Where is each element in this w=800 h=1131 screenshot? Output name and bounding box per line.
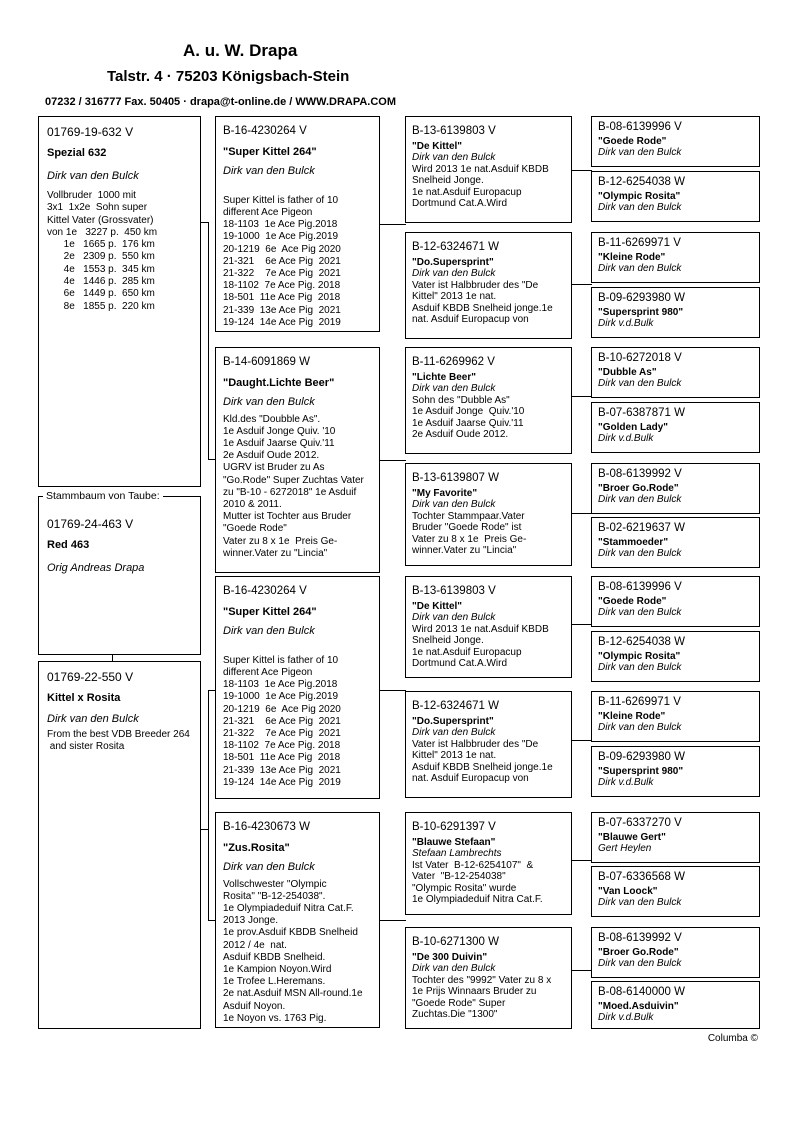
pigeon-name: Kittel x Rosita [47,692,121,704]
ring-number: B-12-6324671 W [412,700,499,712]
breeder-name: Dirk van den Bulck [412,611,496,623]
pigeon-name: "Kleine Rode" [598,251,666,263]
grandparent-card[interactable] [405,232,572,339]
grandparent-card[interactable] [405,463,572,566]
great-grandparent-card[interactable] [591,691,760,742]
ring-number: B-13-6139803 V [412,125,496,137]
connector-line [208,690,209,920]
sire-card[interactable] [215,576,380,799]
breeder-name: Dirk v.d.Bulk [598,317,654,329]
breeder-name: Dirk van den Bulck [223,395,315,408]
ring-number: B-16-4230264 V [223,125,307,137]
ring-number: B-11-6269962 V [412,356,495,368]
pigeon-notes: Sohn des "Dubble As" 1e Asduif Jonge Quiv.'10 1e Asduif Jaarse Quiv.'11 2e Asduif Oude 2012. [412,394,525,441]
ring-number: 01769-22-550 V [47,670,134,684]
great-grandparent-card[interactable] [591,402,760,453]
pigeon-name: "Do.Supersprint" [412,256,494,268]
breeder-name: Dirk van den Bulck [412,726,496,738]
pigeon-notes: Wird 2013 1e nat.Asduif KBDB Snelheid Jonge. 1e nat.Asduif Europacup Dortmund Cat.A.Wird [412,623,549,670]
grandparent-card[interactable] [405,116,572,223]
ring-number: B-02-6219637 W [598,522,685,534]
breeder-name: Orig Andreas Drapa [47,562,145,574]
breeder-name: Dirk van den Bulck [223,164,315,177]
ring-number: B-13-6139807 W [412,472,499,484]
pigeon-notes: Kld.des "Doubble As". 1e Asduif Jonge Quiv. '10 1e Asduif Jaarse Quiv.'11 2e Asduif Oude 2012. UGRV ist Bruder zu As "Go.Rode" Super Zuchtas Vater zu "B-10 - 6272018" 1e Asduif 2010 & 2011. Mutter ist Tochter aus Bruder "Goede Rode" Vater zu 8 x 1e Preis Ge- winner.Vater zu "Lincia" [223,413,364,559]
pigeon-name: "De 300 Duivin" [412,951,488,963]
grandparent-card[interactable] [405,927,572,1029]
connector-line [571,170,592,171]
ring-number: B-10-6291397 V [412,821,496,833]
connector-line [571,970,592,971]
pigeon-name: "Olympic Rosita" [598,650,681,662]
pigeon-name: "Blauwe Gert" [598,831,666,843]
grandparent-card[interactable] [405,347,572,454]
pigeon-name: "Dubble As" [598,366,657,378]
pigeon-name: "Goede Rode" [598,135,667,147]
stammbaum-label: Stammbaum von Taube: [43,490,163,502]
owner-address: Talstr. 4 · 75203 Königsbach-Stein [107,68,350,85]
ring-number: B-09-6293980 W [598,751,685,763]
connector-line [571,740,592,741]
pigeon-notes: Tochter des "9992" Vater zu 8 x 1e Prijs Winnaars Bruder zu "Goede Rode" Super Zuchtas.Die "1300" [412,974,552,1021]
great-grandparent-card[interactable] [591,347,760,398]
breeder-name: Dirk van den Bulck [412,267,496,279]
pigeon-name: "Kleine Rode" [598,710,666,722]
ring-number: B-10-6271300 W [412,936,499,948]
ring-number: B-09-6293980 W [598,292,685,304]
grandparent-card[interactable] [405,812,572,915]
owner-contact: 07232 / 316777 Fax. 50405 · drapa@t-online.de / WWW.DRAPA.COM [45,96,397,108]
pigeon-name: "Lichte Beer" [412,371,476,383]
breeder-name: Dirk van den Bulck [598,493,682,505]
footer-credit: Columba © [707,1033,758,1044]
pigeon-name: "Zus.Rosita" [223,841,290,854]
breeder-name: Dirk van den Bulck [598,201,682,213]
breeder-name: Dirk van den Bulck [598,262,682,274]
breeder-name: Dirk v.d.Bulk [598,776,654,788]
ring-number: B-14-6091869 W [223,356,310,368]
breeder-name: Stefaan Lambrechts [412,847,502,859]
breeder-name: Dirk van den Bulck [598,661,682,673]
great-grandparent-card[interactable] [591,746,760,797]
pigeon-notes: Vater ist Halbbruder des "De Kittel" 2013 1e nat. Asduif KBDB Snelheid jonge.1e nat. Asduif Europacup von [412,279,553,326]
great-grandparent-card[interactable] [591,981,760,1029]
pigeon-notes: Vollschwester "Olympic Rosita" "B-12-254038". 1e Olympiadeduif Nitra Cat.F. 2013 Jonge. 1e prov.Asduif KBDB Snelheid 2012 / 4e nat. Asduif KBDB Snelheid. 1e Kampion Noyon.Wird 1e Trofee L.Heremans. 2e nat.Asduif MSN All-round.1e Asduif Noyon. 1e Noyon vs. 1763 Pig. [223,878,363,1024]
ring-number: 01769-19-632 V [47,125,134,139]
pigeon-name: "Van Loock" [598,885,658,897]
breeder-name: Dirk van den Bulck [598,547,682,559]
ring-number: B-08-6139996 V [598,121,682,133]
pigeon-notes: From the best VDB Breeder 264 and sister Rosita [47,729,190,753]
ring-number: B-08-6139992 V [598,468,682,480]
great-grandparent-card[interactable] [591,171,760,222]
pigeon-name: "Supersprint 980" [598,765,684,777]
connector-line [571,513,592,514]
breeder-name: Dirk van den Bulck [598,957,682,969]
pigeon-name: "Do.Supersprint" [412,715,494,727]
connector-line [208,222,209,459]
great-grandparent-card[interactable] [591,463,760,514]
ring-number: B-08-6140000 W [598,986,685,998]
ring-number: B-07-6337270 V [598,817,682,829]
great-grandparent-card[interactable] [591,576,760,627]
ring-number: B-07-6336568 W [598,871,685,883]
breeder-name: Dirk van den Bulck [412,151,496,163]
breeder-name: Dirk v.d.Bulk [598,1011,654,1023]
great-grandparent-card[interactable] [591,116,760,167]
pigeon-name: "Moed.Asduivin" [598,1000,679,1012]
grandparent-card[interactable] [405,576,572,678]
connector-line [571,860,592,861]
pigeon-name: Red 463 [47,539,90,551]
dam-card[interactable] [215,347,380,573]
connector-line [379,690,406,691]
great-grandparent-card[interactable] [591,631,760,682]
pigeon-notes: Ist Vater B-12-6254107" & Vater "B-12-254038" "Olympic Rosita" wurde 1e Olympiadeduif Nitra Cat.F. [412,859,543,906]
pigeon-name: "Blauwe Stefaan" [412,836,496,848]
pigeon-notes: Super Kittel is father of 10 different Ace Pigeon 18-1103 1e Ace Pig.2018 19-1000 1e Ace Pig.2019 20-1219 6e Ace Pig 2020 21-321 6e Ace Pig 2021 21-322 7e Ace Pig 2021 18-1102 7e Ace Pig. 2018 18-501 11e Ace Pig 2018 21-339 13e Ace Pig 2021 19-124 14e Ace Pig 2019 [223,654,341,788]
pigeon-name: "De Kittel" [412,140,463,152]
connector-line [571,396,592,397]
pigeon-name: "My Favorite" [412,487,478,499]
great-grandparent-card[interactable] [591,812,760,863]
ring-number: B-07-6387871 W [598,407,685,419]
breeder-name: Dirk van den Bulck [598,377,682,389]
connector-line [379,224,406,225]
grandparent-card[interactable] [405,691,572,798]
pigeon-name: "Olympic Rosita" [598,190,681,202]
breeder-name: Dirk van den Bulck [598,606,682,618]
breeder-name: Dirk van den Bulck [598,721,682,733]
pigeon-name: "Golden Lady" [598,421,669,433]
main-pigeon-card[interactable] [38,116,201,487]
pigeon-notes: Super Kittel is father of 10 different Ace Pigeon 18-1103 1e Ace Pig.2018 19-1000 1e Ace Pig.2019 20-1219 6e Ace Pig 2020 21-321 6e Ace Pig 2021 21-322 7e Ace Pig 2021 18-1102 7e Ace Pig. 2018 18-501 11e Ace Pig 2018 21-339 13e Ace Pig 2021 19-124 14e Ace Pig 2019 [223,194,341,328]
connector-line [379,460,406,461]
ring-number: B-13-6139803 V [412,585,496,597]
owner-name: A. u. W. Drapa [183,41,298,60]
ring-number: B-12-6254038 W [598,176,685,188]
ring-number: B-12-6254038 W [598,636,685,648]
pigeon-name: "Goede Rode" [598,595,667,607]
breeder-name: Dirk van den Bulck [47,170,139,182]
breeder-name: Dirk van den Bulck [412,382,496,394]
pigeon-name: "Super Kittel 264" [223,145,317,158]
connector-line [571,284,592,285]
breeder-name: Dirk v.d.Bulk [598,432,654,444]
connector-line [112,654,113,661]
connector-line [379,920,406,921]
great-grandparent-card[interactable] [591,287,760,338]
breeder-name: Dirk van den Bulck [598,146,682,158]
pigeon-name: "De Kittel" [412,600,463,612]
pigeon-name: "Daught.Lichte Beer" [223,376,335,389]
great-grandparent-card[interactable] [591,927,760,978]
pigeon-notes: Tochter Stammpaar.Vater Bruder "Goede Rode" ist Vater zu 8 x 1e Preis Ge- winner.Vater zu "Lincia" [412,510,527,557]
great-grandparent-card[interactable] [591,517,760,568]
ring-number: B-11-6269971 V [598,696,681,708]
dam-pigeon-card[interactable] [38,661,201,1029]
great-grandparent-card[interactable] [591,232,760,283]
pigeon-name: "Super Kittel 264" [223,605,317,618]
ring-number: 01769-24-463 V [47,517,134,531]
pigeon-name: "Stammoeder" [598,536,669,548]
breeder-name: Dirk van den Bulck [412,962,496,974]
ring-number: B-08-6139996 V [598,581,682,593]
pigeon-name: "Broer Go.Rode" [598,482,679,494]
breeder-name: Dirk van den Bulck [412,498,496,510]
ring-number: B-16-4230673 W [223,821,310,833]
sire-card[interactable] [215,116,380,332]
great-grandparent-card[interactable] [591,866,760,917]
pigeon-name: Spezial 632 [47,147,107,159]
connector-line [200,222,208,223]
pigeon-notes: Wird 2013 1e nat.Asduif KBDB Snelheid Jonge. 1e nat.Asduif Europacup Dortmund Cat.A.Wird [412,163,549,210]
pigeon-notes: Vater ist Halbbruder des "De Kittel" 2013 1e nat. Asduif KBDB Snelheid jonge.1e nat. Asduif Europacup von [412,738,553,785]
breeder-name: Dirk van den Bulck [223,860,315,873]
breeder-name: Dirk van den Bulck [47,713,139,725]
ring-number: B-16-4230264 V [223,585,307,597]
ring-number: B-10-6272018 V [598,352,682,364]
dam-card[interactable] [215,812,380,1028]
pigeon-name: "Supersprint 980" [598,306,684,318]
ring-number: B-12-6324671 W [412,241,499,253]
connector-line [200,829,208,830]
ring-number: B-08-6139992 V [598,932,682,944]
breeder-name: Dirk van den Bulck [223,624,315,637]
connector-line [571,624,592,625]
pigeon-name: "Broer Go.Rode" [598,946,679,958]
breeder-name: Gert Heylen [598,842,652,854]
partner-pigeon-card[interactable] [38,496,201,655]
pigeon-notes: Vollbruder 1000 mit 3x1 1x2e Sohn super Kittel Vater (Grossvater) von 1e 3227 p. 450 km 1e 1665 p. 176 km 2e 2309 p. 550 km 4e 1553 p. 345 km 4e 1446 p. 285 km 6e 1449 p. 650 km 8e 1855 p. 220 km [47,190,158,312]
ring-number: B-11-6269971 V [598,237,681,249]
breeder-name: Dirk van den Bulck [598,896,682,908]
